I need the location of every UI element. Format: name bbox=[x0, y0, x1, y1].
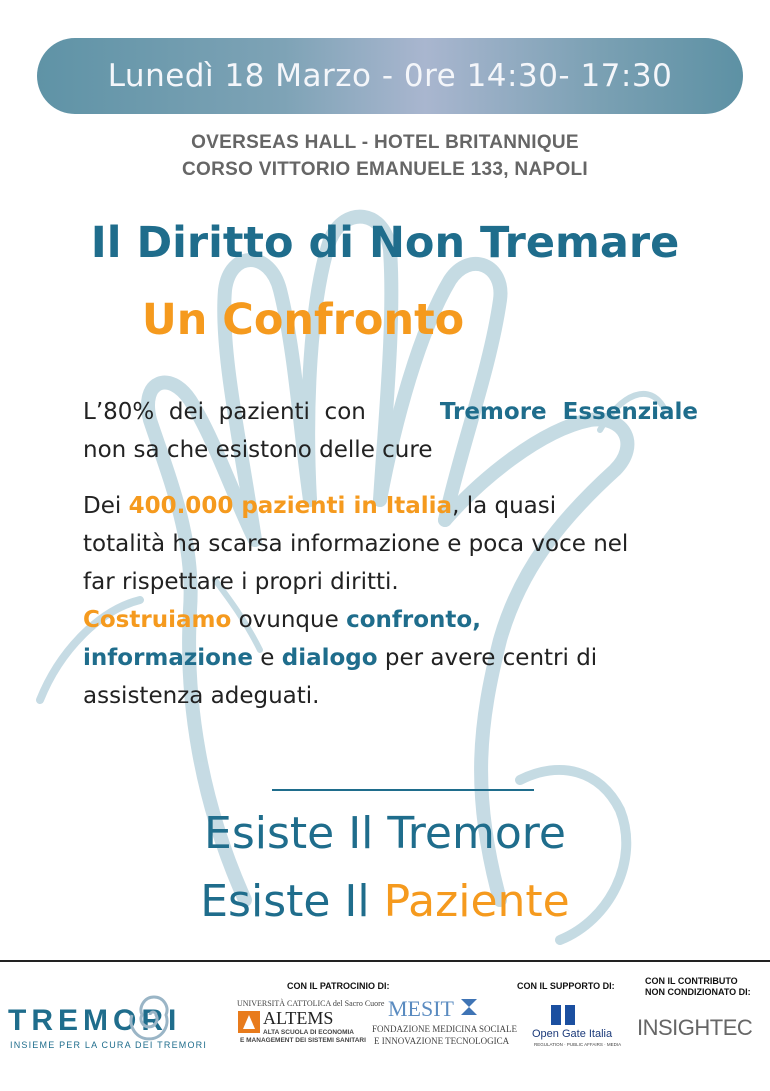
divider bbox=[272, 789, 534, 791]
cta-costruiamo: Costruiamo bbox=[83, 607, 232, 633]
altems-flame-icon bbox=[238, 1011, 260, 1033]
venue-address: CORSO VITTORIO EMANUELE 133, NAPOLI bbox=[181, 159, 589, 180]
cta-text-g: per avere centri di bbox=[377, 645, 598, 671]
cta-confronto: confronto, bbox=[346, 607, 481, 633]
slogan-line-2 bbox=[0, 876, 770, 927]
slogan-line-1: Esiste Il Tremore bbox=[204, 808, 566, 859]
cta-text-e: e bbox=[252, 645, 282, 671]
contributo-label-1: CON IL CONTRIBUTO bbox=[645, 976, 738, 986]
tremori-spiral-icon bbox=[124, 986, 182, 1044]
cta-text-h: assistenza adeguati. bbox=[83, 683, 320, 709]
cta-text-b: ovunque bbox=[231, 607, 347, 633]
tremori-logo-text: TREMORI bbox=[8, 1004, 182, 1037]
date-time-text: Lunedì 18 Marzo - 0re 14:30- 17:30 bbox=[107, 58, 673, 94]
stat-text-cont: non sa che esistono delle cure bbox=[83, 437, 433, 463]
cta-dialogo: dialogo bbox=[281, 645, 378, 671]
contributo-label-2: NON CONDIZIONATO DI: bbox=[645, 987, 751, 997]
mesit-sub-1: FONDAZIONE MEDICINA SOCIALE bbox=[372, 1024, 517, 1034]
stat-highlight-condition: Tremore Essenziale bbox=[439, 399, 698, 425]
cta-informazione: informazione bbox=[83, 645, 253, 671]
patients-text-a: Dei bbox=[83, 493, 129, 519]
open-gate-logo: Open Gate Italia bbox=[532, 1028, 613, 1040]
open-gate-icon bbox=[551, 1005, 575, 1025]
page-title: Il Diritto di Non Tremare bbox=[90, 218, 680, 268]
tremori-tagline: INSIEME PER LA CURA DEI TREMORI bbox=[10, 1040, 208, 1050]
slogan-line-2-a: Esiste Il bbox=[200, 876, 384, 927]
patients-text-c: , la quasi bbox=[452, 493, 557, 519]
supporto-label: CON IL SUPPORTO DI: bbox=[517, 981, 615, 991]
patients-text-d: totalità ha scarsa informazione e poca voce nel bbox=[83, 531, 629, 557]
paragraph-call-to-action bbox=[83, 601, 723, 715]
insightec-logo: INSIGHTEC bbox=[637, 1015, 753, 1040]
venue-name: OVERSEAS HALL - HOTEL BRITANNIQUE bbox=[191, 132, 579, 153]
paragraph-patients bbox=[83, 487, 723, 601]
cattolica-text: UNIVERSITÀ CATTOLICA del Sacro Cuore bbox=[237, 999, 385, 1008]
altems-logo: ALTEMS bbox=[263, 1008, 334, 1028]
open-gate-sub: REGULATION · PUBLIC AFFAIRS · MEDIA bbox=[534, 1042, 622, 1047]
altems-sub-2: E MANAGEMENT DEI SISTEMI SANITARI bbox=[240, 1037, 366, 1044]
slogan-line-2-b: Paziente bbox=[383, 876, 570, 927]
altems-sub-1: ALTA SCUOLA DI ECONOMIA bbox=[263, 1029, 354, 1036]
mesit-sub-2: E INNOVAZIONE TECNOLOGICA bbox=[374, 1036, 510, 1046]
paragraph-stat bbox=[83, 393, 723, 469]
mesit-hourglass-icon bbox=[460, 998, 478, 1016]
sponsors-footer bbox=[0, 960, 770, 1091]
patients-text-e: far rispettare i propri diritti. bbox=[83, 569, 399, 595]
patients-highlight: 400.000 pazienti in Italia bbox=[128, 493, 453, 519]
date-banner bbox=[37, 38, 743, 114]
stat-text: L’80% dei pazienti con bbox=[83, 399, 374, 425]
page-subtitle: Un Confronto bbox=[141, 295, 465, 345]
patrocinio-label: CON IL PATROCINIO DI: bbox=[287, 981, 390, 991]
mesit-logo: MESIT bbox=[388, 996, 454, 1021]
